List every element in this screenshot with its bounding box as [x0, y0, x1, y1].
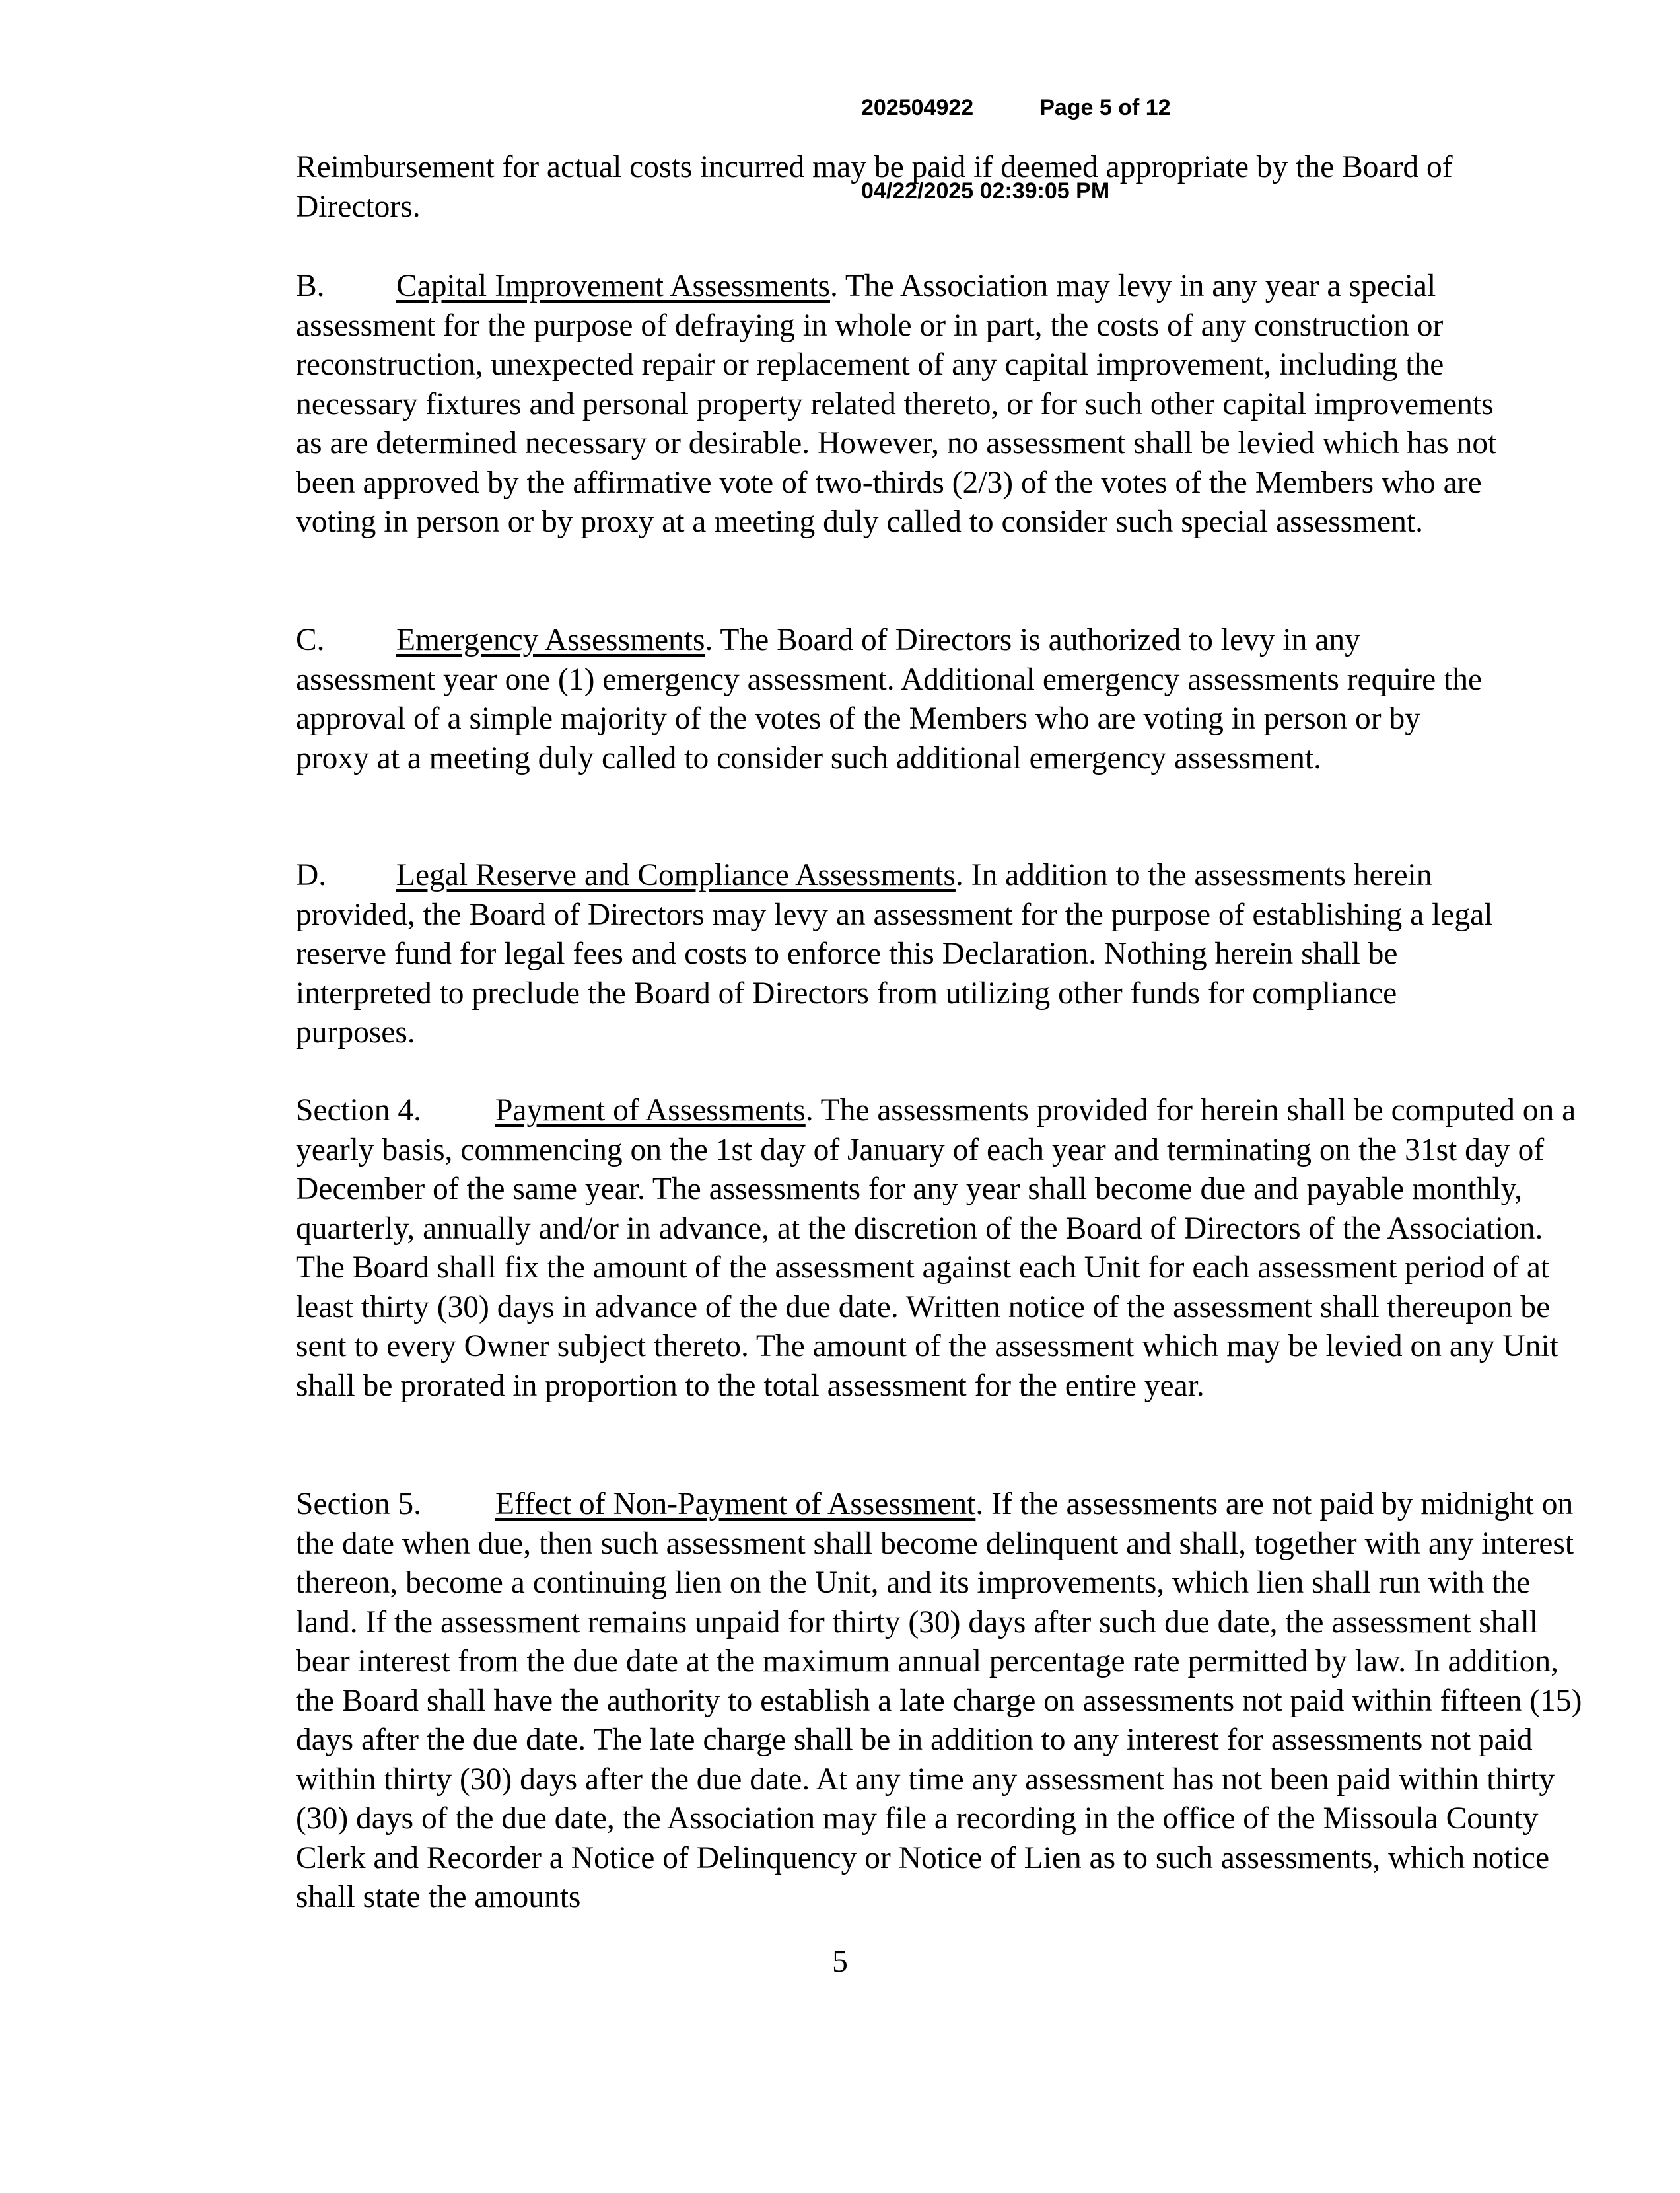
paragraph-b-title: Capital Improvement Assessments: [396, 269, 830, 303]
section-4: [198, 1091, 1590, 1406]
paragraph-d-title: Legal Reserve and Compliance Assessments: [396, 858, 956, 892]
paragraph-b-label: B.: [296, 269, 325, 303]
document-number: 202504922: [861, 95, 974, 120]
paragraph-c-label: C.: [296, 623, 325, 657]
reimbursement-paragraph: Reimbursement for actual costs incurred may be paid if deemed appropriate by the Board of Directors.: [296, 150, 1453, 224]
section-4-text: . The assessments provided for herein shall be computed on a yearly basis, commencing on the 1st day of January of each year and terminating on the 31st day of December of the same year. The assessments for any year shall become due and payable monthly, quarterly, annually and/or in advance, at the discretion of the Board of Directors of the Association. The Board shall fix the amount of the assessment against each Unit for each assessment period of at least thirty (30) days in advance of the due date. Written notice of the assessment shall thereupon be sent to every Owner subject thereto. The amount of the assessment which may be levied on any Unit shall be prorated in proportion to the total assessment for the entire year.: [296, 1093, 1576, 1403]
page-info: Page 5 of 12: [1039, 95, 1171, 120]
page-number: 5: [832, 1945, 848, 1979]
section-5-title: Effect of Non-Payment of Assessment: [495, 1487, 976, 1521]
recording-timestamp: 04/22/2025 02:39:05 PM: [861, 178, 1110, 203]
section-4-label: Section 4.: [296, 1093, 421, 1128]
section-5-label: Section 5.: [296, 1487, 421, 1521]
paragraph-c-text: . The Board of Directors is authorized to levy in any assessment year one (1) emergency assessment. Additional emergency assessments require the approval of a simple majority of the votes of the Members who are voting in person or by proxy at a meeting duly called to consider such additional emergency assessment.: [296, 623, 1483, 775]
paragraph-c-title: Emergency Assessments: [396, 623, 705, 657]
paragraph-d-label: D.: [296, 858, 327, 892]
section-5: [198, 1485, 1590, 1918]
paragraph-b-text: . The Association may levy in any year a special assessment for the purpose of defraying in whole or in part, the costs of any construction or reconstruction, unexpected repair or replacement of any capital improvement, including the necessary fixtures and personal property related thereto, or for such other capital improvements as are determined necessary or desirable. However, no assessment shall be levied which has not been approved by the affirmative vote of two-thirds (2/3) of the votes of the Members who are voting in person or by proxy at a meeting duly called to consider such special assessment.: [296, 269, 1497, 539]
section-4-title: Payment of Assessments: [495, 1093, 806, 1128]
paragraph-d-text: . In addition to the assessments herein provided, the Board of Directors may levy an assessment for the purpose of establishing a legal reserve fund for legal fees and costs to enforce this Declaration. Nothing herein shall be interpreted to preclude the Board of Directors from utilizing other funds for compliance purposes.: [296, 858, 1493, 1050]
paragraph-b: [296, 267, 1498, 542]
paragraph-d: [296, 856, 1498, 1053]
section-5-text: . If the assessments are not paid by midnight on the date when due, then such assessment shall become delinquent and shall, together with any interest thereon, become a continuing lien on the Unit, and its improvements, which lien shall run with the land. If the assessment remains unpaid for thirty (30) days after such due date, the assessment shall bear interest from the due date at the maximum annual percentage rate permitted by law. In addition, the Board shall have the authority to establish a late charge on assessments not paid within fifteen (15) days after the due date. The late charge shall be in addition to any interest for assessments not paid within thirty (30) days after the due date. At any time any assessment has not been paid within thirty (30) days of the due date, the Association may file a recording in the office of the Missoula County Clerk and Recorder a Notice of Delinquency or Notice of Lien as to such assessments, which notice shall state the amounts: [296, 1487, 1582, 1914]
paragraph-c: [296, 621, 1498, 778]
